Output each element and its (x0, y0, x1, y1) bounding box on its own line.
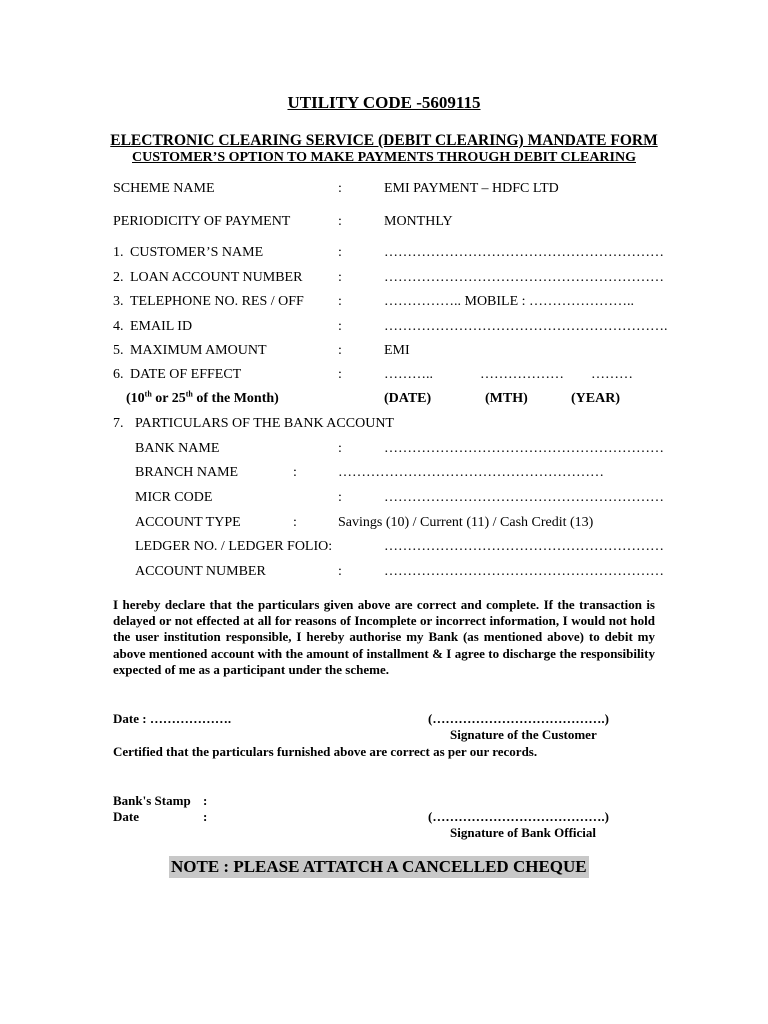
customer-signature-line[interactable]: (………………………………….) (428, 711, 609, 726)
colon: : (338, 564, 342, 579)
item-number: 1. (113, 245, 124, 260)
loan-account-field[interactable]: …………………………………………………… (384, 270, 664, 285)
colon: : (338, 490, 342, 505)
telephone-label: TELEPHONE NO. RES / OFF (130, 294, 304, 309)
scheme-name-label: SCHEME NAME (113, 181, 215, 196)
year-caption: (YEAR) (571, 391, 620, 406)
telephone-mobile-field[interactable]: …………….. MOBILE : ………………….. (384, 294, 635, 309)
maximum-amount-value: EMI (384, 343, 410, 358)
colon: : (293, 465, 297, 480)
micr-code-label: MICR CODE (135, 490, 213, 505)
account-number-label: ACCOUNT NUMBER (135, 564, 266, 579)
bank-section-title: PARTICULARS OF THE BANK ACCOUNT (135, 416, 394, 431)
item-number: 7. (113, 416, 124, 431)
micr-code-field[interactable]: …………………………………………………… (384, 490, 664, 505)
colon: : (338, 270, 342, 285)
account-type-label: ACCOUNT TYPE (135, 515, 241, 530)
colon: : (293, 515, 297, 530)
colon: : (338, 319, 342, 334)
bank-name-label: BANK NAME (135, 441, 220, 456)
colon: : (203, 793, 208, 808)
account-type-options[interactable]: Savings (10) / Current (11) / Cash Credit (13) (338, 515, 594, 530)
bank-date-label: Date (113, 809, 139, 824)
bank-name-field[interactable]: …………………………………………………… (384, 441, 664, 456)
month-caption: (MTH) (485, 391, 528, 406)
form-subtitle: CUSTOMER’S OPTION TO MAKE PAYMENTS THROUGH DEBIT CLEARING (132, 150, 636, 165)
date-of-effect-label: DATE OF EFFECT (130, 367, 242, 382)
effect-date-note: (10th or 25th of the Month) (126, 389, 279, 406)
loan-account-label: LOAN ACCOUNT NUMBER (130, 270, 303, 285)
bank-stamp-label: Bank's Stamp (113, 793, 191, 808)
colon: : (338, 367, 342, 382)
colon: : (338, 181, 342, 196)
item-number: 5. (113, 343, 124, 358)
item-number: 3. (113, 294, 124, 309)
utility-code-title: UTILITY CODE -5609115 (287, 93, 481, 112)
customer-signature-caption: Signature of the Customer (450, 727, 597, 742)
email-label: EMAIL ID (130, 319, 193, 334)
customer-name-field[interactable]: …………………………………………………… (384, 245, 664, 260)
periodicity-label: PERIODICITY OF PAYMENT (113, 214, 291, 229)
ledger-field[interactable]: …………………………………………………… (384, 539, 664, 554)
customer-date-field[interactable]: Date : ………………. (113, 711, 232, 726)
periodicity-value: MONTHLY (384, 214, 453, 229)
colon: : (338, 441, 342, 456)
item-number: 4. (113, 319, 124, 334)
ledger-label: LEDGER NO. / LEDGER FOLIO: (135, 539, 333, 554)
declaration-text: I hereby declare that the particulars given above are correct and complete. If the transaction is delayed or not effected at all for reasons of Incomplete or incorrect information, I would not hold the user institution responsible, I hereby authorise my Bank (as mentioned above) to debit my above mentioned account with the amount of installment & I agree to discharge the responsibility expected of me as a participant under the scheme. (113, 597, 655, 677)
certified-text: Certified that the particulars furnished above are correct as per our records. (113, 744, 538, 759)
colon: : (338, 294, 342, 309)
customer-name-label: CUSTOMER’S NAME (130, 245, 264, 260)
item-number: 6. (113, 367, 124, 382)
colon: : (338, 245, 342, 260)
colon: : (338, 214, 342, 229)
branch-name-label: BRANCH NAME (135, 465, 239, 480)
bank-signature-line[interactable]: (………………………………….) (428, 809, 609, 824)
effect-month-field[interactable]: ……………… (480, 367, 564, 382)
date-caption: (DATE) (384, 391, 432, 406)
effect-year-field[interactable]: ……… (591, 367, 633, 382)
colon: : (203, 809, 208, 824)
bank-signature-caption: Signature of Bank Official (450, 825, 597, 840)
branch-name-field[interactable]: ………………………………………………… (338, 465, 604, 480)
maximum-amount-label: MAXIMUM AMOUNT (130, 343, 267, 358)
email-field[interactable]: ……………………………………………………. (384, 319, 668, 334)
colon: : (338, 343, 342, 358)
account-number-field[interactable]: …………………………………………………… (384, 564, 664, 579)
scheme-name-value: EMI PAYMENT – HDFC LTD (384, 181, 559, 196)
item-number: 2. (113, 270, 124, 285)
effect-date-field[interactable]: ……….. (384, 367, 433, 382)
form-title: ELECTRONIC CLEARING SERVICE (DEBIT CLEARING) MANDATE FORM (110, 132, 658, 149)
cancelled-cheque-note: NOTE : PLEASE ATTATCH A CANCELLED CHEQUE (171, 857, 587, 876)
